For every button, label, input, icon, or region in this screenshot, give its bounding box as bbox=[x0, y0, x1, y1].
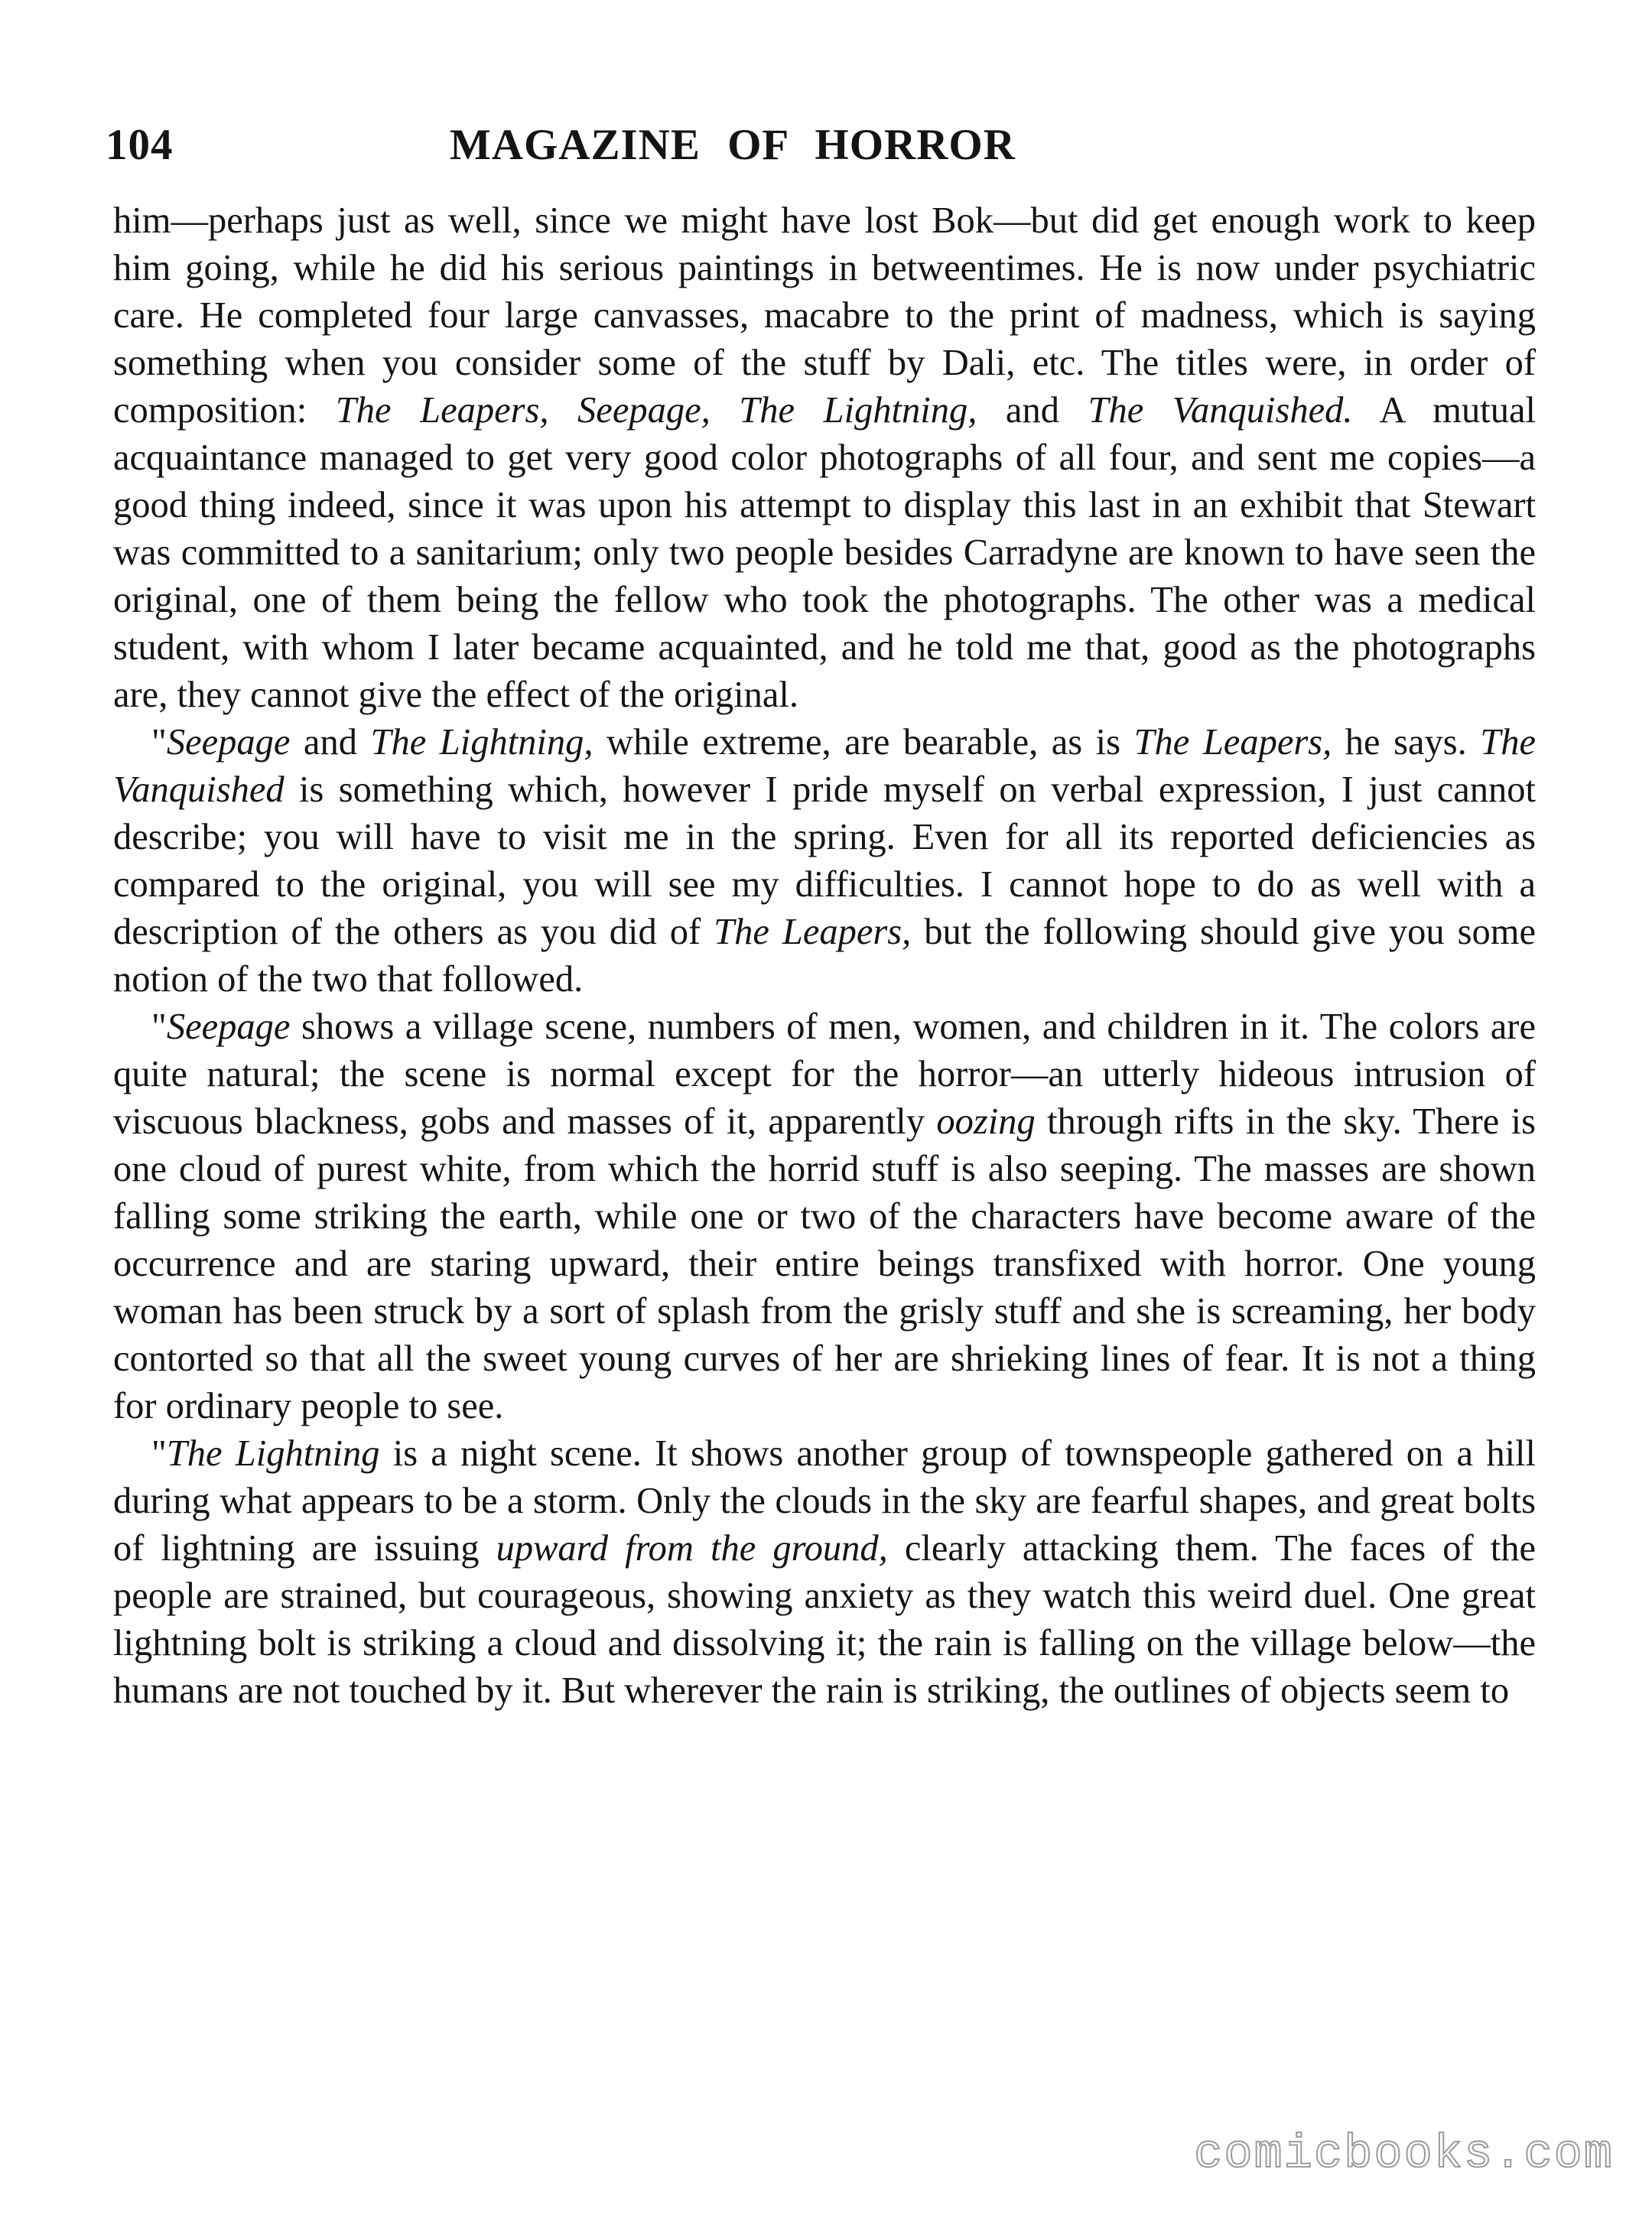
italic-title-text: The Leapers, bbox=[714, 912, 912, 952]
magazine-title: MAGAZINE OF HORROR bbox=[450, 121, 1016, 169]
body-text-run: through rifts in the sky. There is one cloud of purest white, from which the horrid stuff is also seeping. The masses are shown falling some striking the earth, while one or two of the characters have become aware of the occurrence and are staring upward, their entire beings transfixed with horror. One young woman has been struck by a sort of splash from the grisly stuff and she is screaming, her body contorted so that all the sweet young curves of her are shrieking lines of fear. It is not a thing for ordinary people to see. bbox=[113, 1101, 1536, 1426]
watermark: comicbooks.com bbox=[1194, 2127, 1614, 2181]
body-text-run: " bbox=[151, 1433, 167, 1474]
body-text-run: but the following should give you some notion of the two that followed. bbox=[113, 912, 1536, 1000]
italic-title-text: The Vanquished bbox=[113, 722, 1536, 810]
body-text bbox=[113, 197, 1536, 1715]
paragraph bbox=[113, 1003, 1536, 1430]
paragraph bbox=[113, 197, 1536, 719]
body-text-run: he says. bbox=[1332, 722, 1481, 763]
italic-title-text: The Vanquished. bbox=[1088, 390, 1353, 431]
italic-title-text: The Lightning bbox=[166, 1433, 380, 1474]
running-head bbox=[106, 115, 1528, 176]
italic-title-text: Seepage bbox=[166, 722, 291, 763]
body-text-run: A mutual acquaintance managed to get very good color photographs of all four, and sent me copies—a good thing indeed, since it was upon his attempt to display this last in an exhibit that Stewart was committed to a sanitarium; only two people besides Carradyne are known to have seen the original, one of them being the fellow who took the photographs. The other was a medical student, with whom I later became acquainted, and he told me that, good as the photographs are, they cannot give the effect of the original. bbox=[113, 390, 1536, 715]
italic-title-text: The Leapers, bbox=[1133, 722, 1332, 763]
body-text-run: and bbox=[977, 390, 1088, 431]
page-number: 104 bbox=[106, 121, 174, 169]
body-text-run: " bbox=[151, 1007, 167, 1047]
body-text-run: shows a village scene, numbers of men, women, and children in it. The colors are quite natural; the scene is normal except for the horror—an utterly hideous intrusion of viscuous blackness, gobs and masses of it, apparently bbox=[113, 1007, 1536, 1142]
body-text-run: is a night scene. It shows another group of townspeople gathered on a hill during what appears to be a storm. Only the clouds in the sky are fearful shapes, and great bolts of lightning are issuing bbox=[113, 1433, 1537, 1569]
body-text-run: " bbox=[151, 722, 167, 763]
body-text-run: is something which, however I pride myself on verbal expression, I just cannot describe; you will have to visit me in the spring. Even for all its reported deficiencies as compared to the original, you will see my difficulties. I cannot hope to do as well with a description of the others as you did of bbox=[113, 769, 1536, 952]
body-text-run: while extreme, are bearable, as is bbox=[593, 722, 1134, 763]
body-text-run: clearly attacking them. The faces of the people are strained, but courageous, showing anxiety as they watch this weird duel. One great lightning bolt is striking a cloud and dissolving it; the rain is falling on the village below—the humans are not touched by it. But wherever the rain is striking, the outlines of objects seem to bbox=[113, 1528, 1537, 1711]
italic-title-text: Seepage bbox=[166, 1007, 291, 1047]
italic-title-text: oozing bbox=[936, 1101, 1036, 1142]
italic-title-text: The Leapers, Seepage, The Lightning, bbox=[335, 390, 977, 431]
italic-title-text: The Lightning, bbox=[370, 722, 593, 763]
body-text-run: him—perhaps just as well, since we might have lost Bok—but did get enough work to keep him going, while he did his serious paintings in betweentimes. He is now under psychiatric care. He completed four large canvasses, macabre to the print of madness, which is saying something when you consider some of the stuff by Dali, etc. The titles were, in order of composition: bbox=[113, 200, 1536, 431]
paragraph bbox=[113, 719, 1536, 1003]
body-text-run: and bbox=[290, 722, 371, 763]
paragraph bbox=[113, 1430, 1536, 1715]
italic-title-text: upward from the ground, bbox=[496, 1528, 888, 1569]
